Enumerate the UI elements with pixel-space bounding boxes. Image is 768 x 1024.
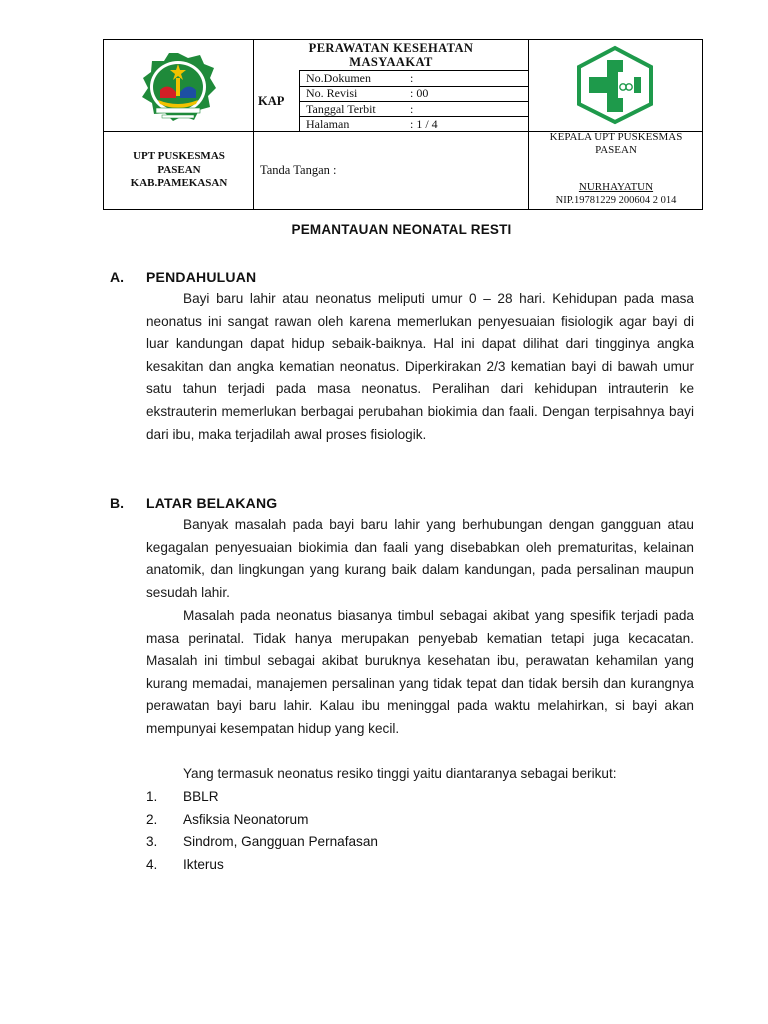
row-value-document-number: : [410,71,414,85]
section-a-paragraph [146,288,694,446]
document-title: PEMANTAUAN NEONATAL RESTI [291,222,512,237]
list-item: Asfiksia Neonatorum [183,812,309,827]
list-item-number: 3. [146,834,158,849]
paragraph-text: Bayi baru lahir atau neonatus meliputi umur 0 – 28 hari. Kehidupan pada masa neonatus ini sangat rawan oleh karena memerlukan penyesuaian fisiologik agar bayi di luar kandungan dapat hidup sebaik-baiknya. Hal ini dapat dilihat dari tingginya angka kesakitan dan angka kematian neonatus. Diperkirakan 2/3 kematian bayi di bawah umur satu tahun terjadi pada masa neonatus. Peralihan dari kehidupan intrauterin ke ekstrauterin memerlukan berbagai perubahan biokimia dan faali. Dengan terpisahnya bayi dari ibu, maka terjadilah awal proses fisiologik. [146,291,694,442]
row-value-issue-date: : [410,102,414,116]
row-value-revision: : 00 [410,86,429,100]
header-title [254,41,528,69]
row-label-document-number: No.Dokumen [306,71,371,85]
signature-label: Tanda Tangan : [260,163,337,177]
section-b-paragraph-2 [146,605,694,741]
organization-name [104,150,254,191]
row-value-page: : 1 / 4 [410,117,438,131]
list-item-number: 2. [146,812,158,827]
regency-emblem-icon [138,50,218,124]
org-line2: PASEAN [157,163,201,176]
list-item: BBLR [183,789,219,804]
section-b-letter: B. [110,495,124,511]
kap-label: KAP [258,94,285,108]
paragraph-text: Yang termasuk neonatus resiko tinggi yaitu diantaranya sebagai berikut: [183,766,617,781]
paragraph-text: Banyak masalah pada bayi baru lahir yang berhubungan dengan gangguan atau kegagalan penyesuaian biokimia dan faali yang disebabkan oleh prematuritas, kelainan anatomik, dan lingkungan yang kurang baik dalam kandungan, pada persalinan maupun sesudah lahir. [146,517,694,600]
header-title-line1: PERAWATAN KESEHATAN [308,41,474,55]
list-item: Ikterus [183,857,224,872]
header-title-line2: MASYAAKAT [349,55,433,69]
head-nip: NIP.19781229 200604 2 014 [555,195,677,206]
row-label-page: Halaman [306,117,350,131]
row-label-revision: No. Revisi [306,86,358,100]
section-b-paragraph-3 [146,763,694,786]
list-item-number: 1. [146,789,158,804]
section-a-letter: A. [110,269,124,285]
head-title-line1: KEPALA UPT PUSKESMAS [549,131,683,143]
row-label-issue-date: Tanggal Terbit [306,102,376,116]
list-item: Sindrom, Gangguan Pernafasan [183,834,378,849]
head-name: NURHAYATUN [578,181,654,193]
head-title [529,131,703,157]
head-title-line2: PASEAN [595,144,637,156]
org-line3: KAB.PAMEKASAN [130,177,228,189]
list-item-number: 4. [146,857,158,872]
org-line1: UPT PUSKESMAS [133,150,225,162]
paragraph-text: Masalah pada neonatus biasanya timbul sebagai akibat yang spesifik terjadi pada masa perinatal. Tidak hanya merupakan penyebab kematian tetapi juga kecacatan. Masalah ini timbul sebagai akibat buruknya kesehatan ibu, perawatan kehamilan yang kurang memadai, manajemen persalinan yang tidak tepat dan tidak bersih dan kurangnya perawatan bayi baru lahir. Kalau ibu meninggal pada waktu melahirkan, si bayi akan mempunyai kesempatan hidup yang kecil. [146,608,694,736]
section-b-paragraph-1 [146,514,694,604]
section-b-title: LATAR BELAKANG [146,495,278,511]
section-a-title: PENDAHULUAN [146,269,257,285]
puskesmas-logo-icon [574,45,656,125]
